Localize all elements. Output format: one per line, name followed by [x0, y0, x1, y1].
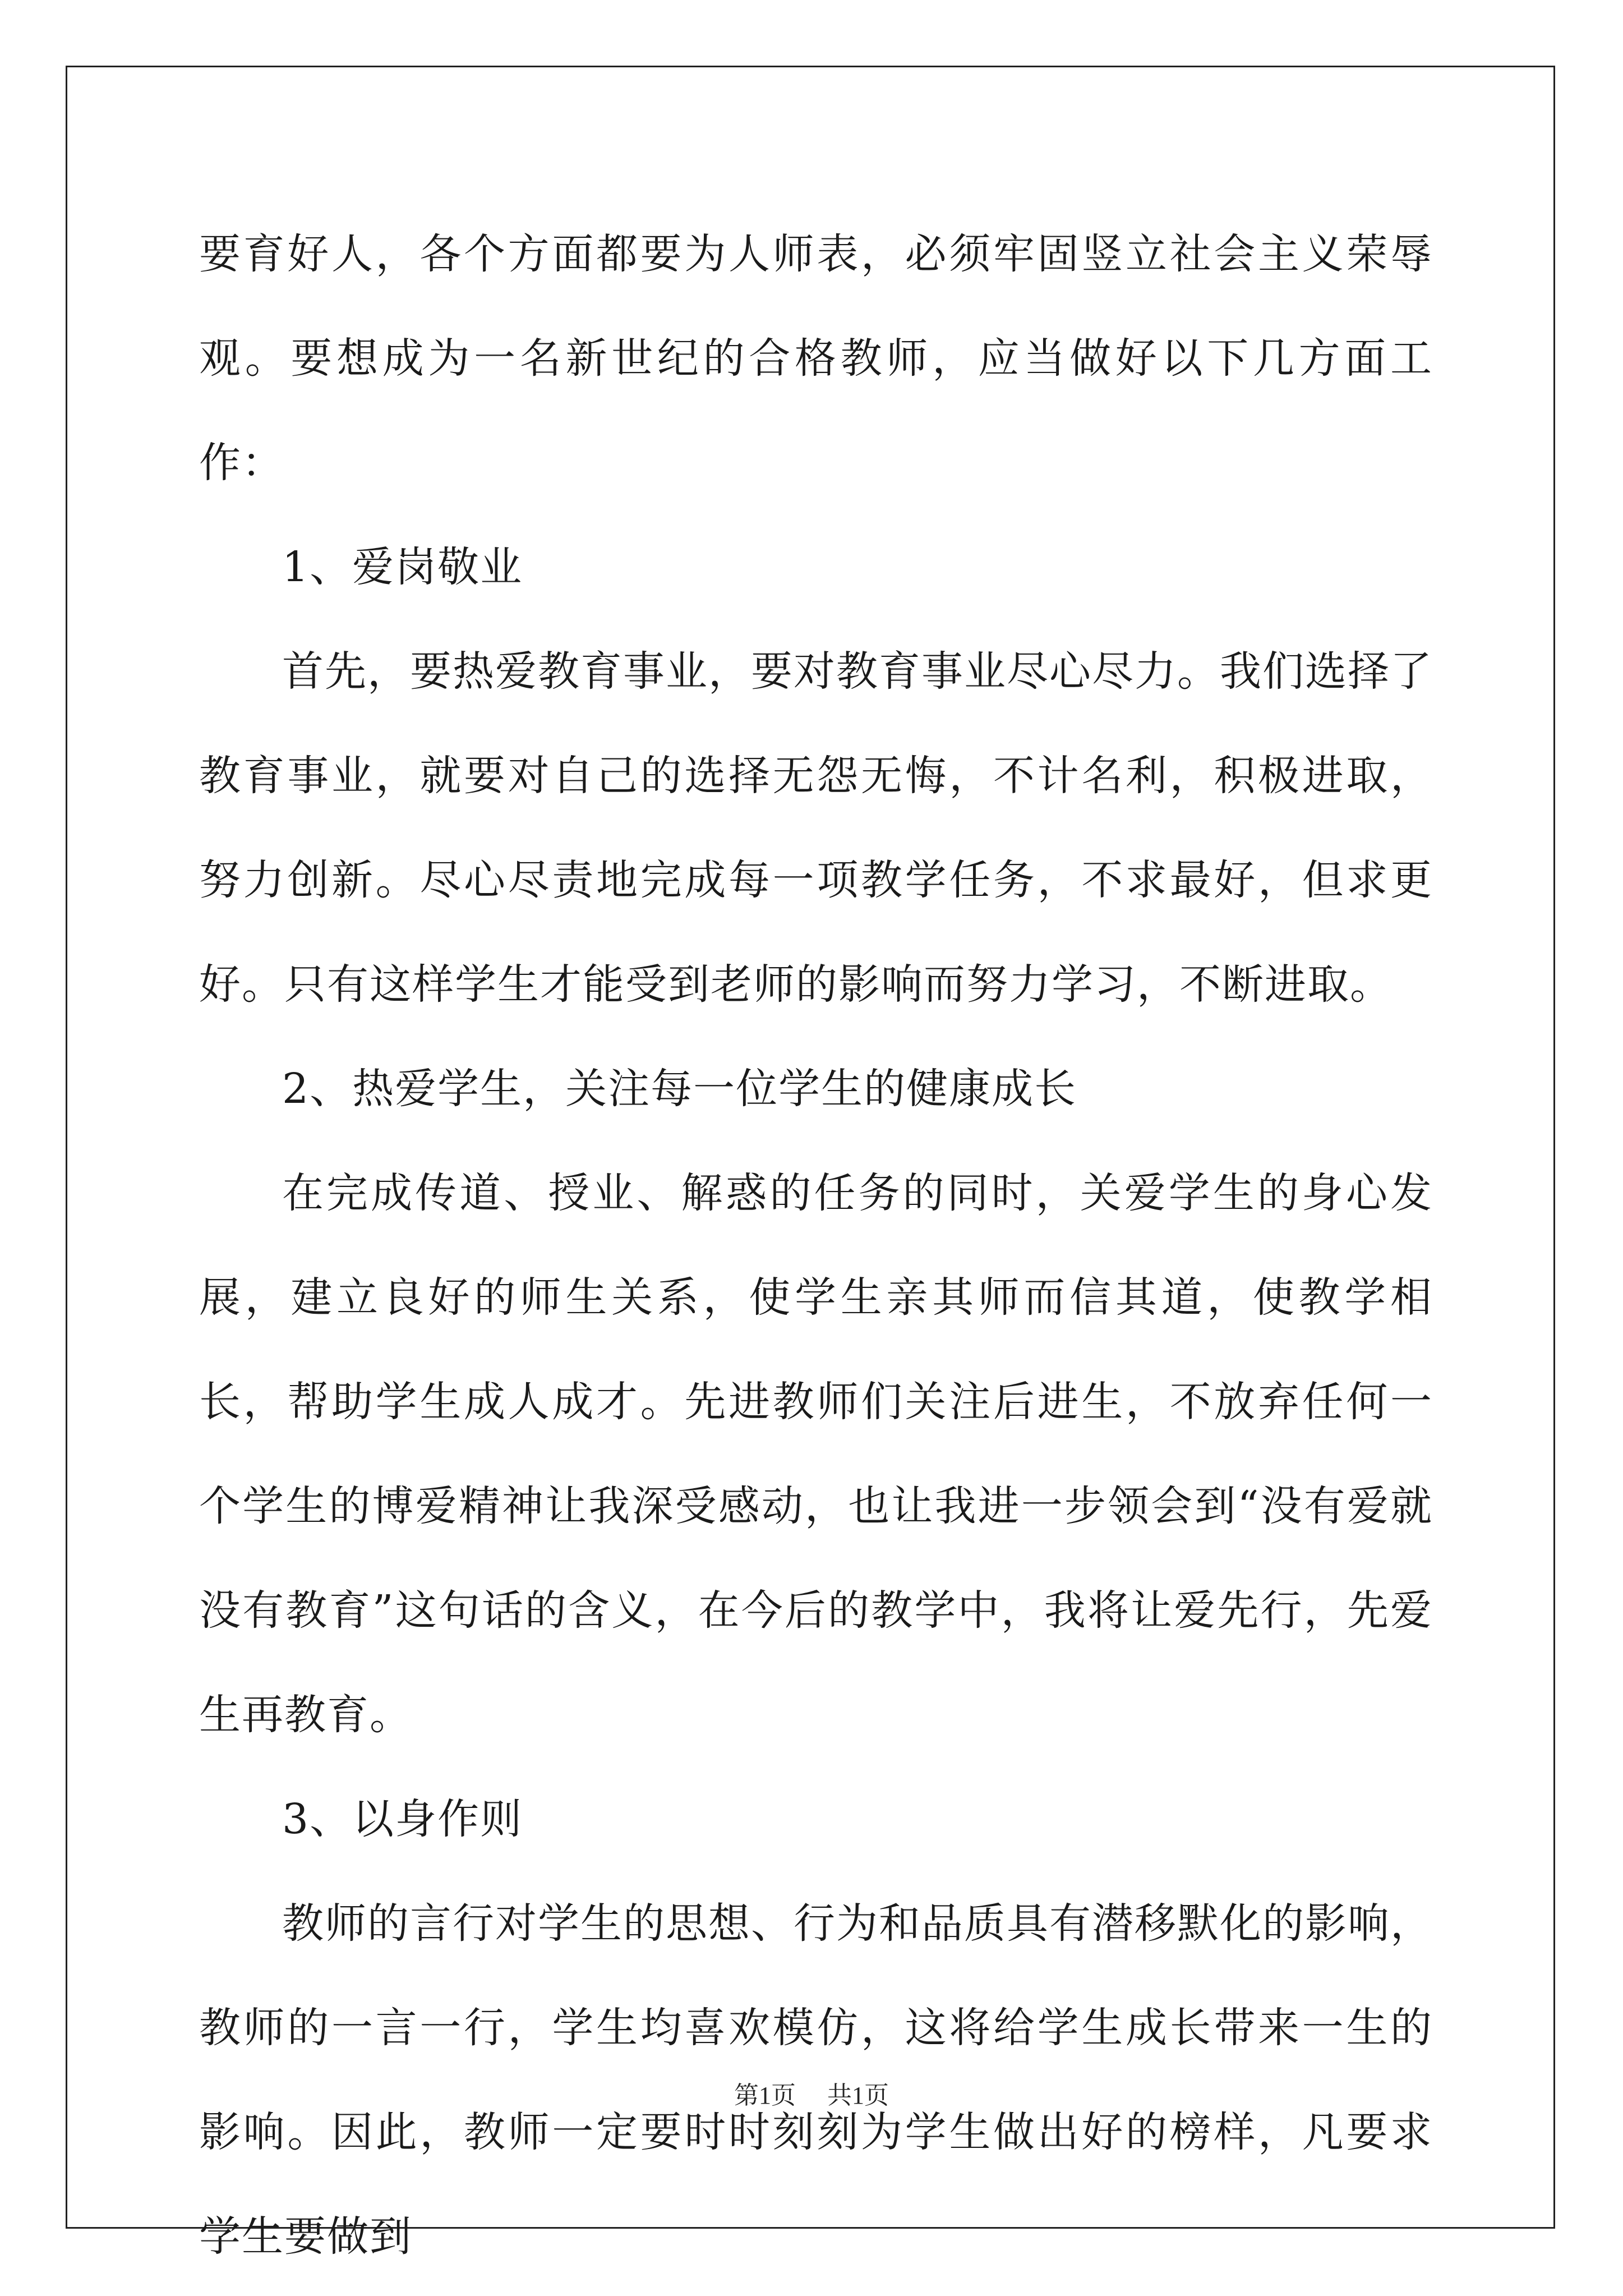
paragraph-3: 教师的言行对学生的思想、行为和品质具有潜移默化的影响，教师的一言一行，学生均喜欢模仿，这将给学生成长带来一生的影响。因此，教师一定要时时刻刻为学生做出好的榜样，凡要求学生要做到: [199, 1899, 1433, 2261]
page-footer: [0, 2079, 1623, 2113]
page-number-current: 第1页: [734, 2082, 796, 2109]
document-body: [199, 202, 1433, 2289]
heading-1: 1、爱岗敬业: [282, 543, 523, 591]
paragraph-1: 首先，要热爱教育事业，要对教育事业尽心尽力。我们选择了教育事业，就要对自己的选择无怨无悔，不计名利，积极进取，努力创新。尽心尽责地完成每一项教学任务，不求最好，但求更好。只有这样学生才能受到老师的影响而努力学习，不断进取。: [199, 647, 1433, 1009]
heading-3: 3、以身作则: [282, 1795, 523, 1843]
paragraph-intro: 要育好人，各个方面都要为人师表，必须牢固竖立社会主义荣辱观。要想成为一名新世纪的合格教师，应当做好以下几方面工作：: [199, 230, 1433, 487]
paragraph-2: 在完成传道、授业、解惑的任务的同时，关爱学生的身心发展，建立良好的师生关系，使学生亲其师而信其道，使教学相长，帮助学生成人成才。先进教师们关注后进生，不放弃任何一个学生的博爱精神让我深受感动，也让我进一步领会到“没有爱就没有教育”这句话的含义，在今后的教学中，我将让爱先行，先爱生再教育。: [199, 1169, 1433, 1739]
page-number-total: 共1页: [827, 2082, 889, 2109]
heading-2: 2、热爱学生，关注每一位学生的健康成长: [282, 1065, 1077, 1113]
